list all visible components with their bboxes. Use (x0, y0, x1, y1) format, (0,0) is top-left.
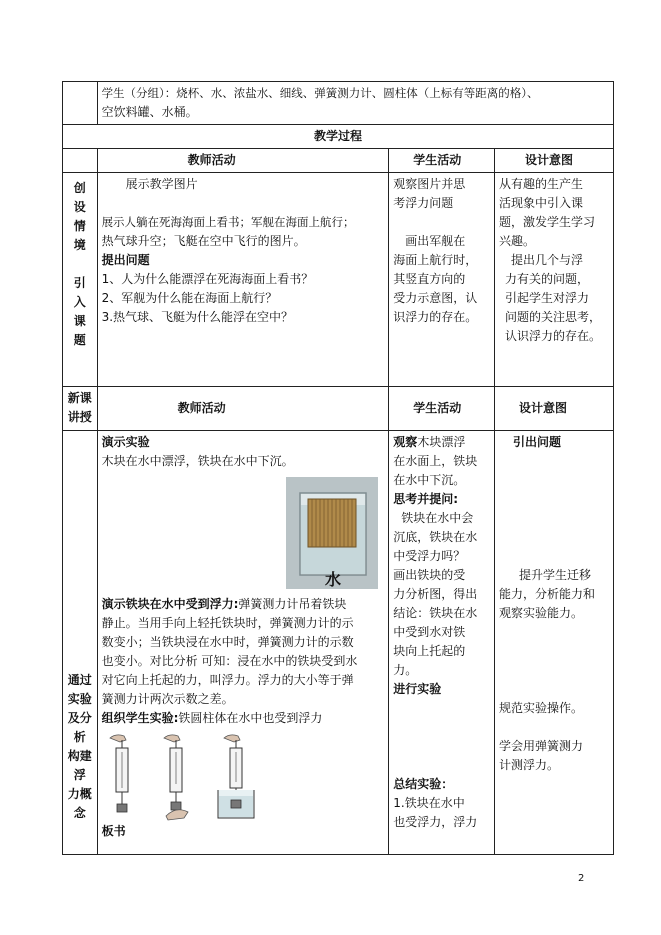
materials-line-2: 空饮料罐、水桶。 (101, 105, 198, 119)
iron-line-6: 簧测力计两次示数之差。 (101, 692, 234, 706)
iron-line-5: 对它向上托起的力，叫浮力。浮力的大小等于弹 (101, 673, 354, 687)
intro-intent-cell (495, 173, 614, 387)
experiment-teacher-cell (97, 431, 389, 855)
photo-water-label: 水 (324, 570, 341, 589)
think-title: 思考并提问: (393, 492, 459, 506)
group-text: 铁圆柱体在水中也受到浮力 (178, 711, 323, 725)
newlesson-intent-header: 设计意图 (495, 387, 614, 431)
intro-intent-line: 活现象中引入课 (499, 196, 584, 210)
iron-block-2 (171, 802, 181, 810)
intro-desc-2: 热气球升空；飞艇在空中飞行的图片。 (101, 234, 306, 248)
intro-question-title: 提出问题 (101, 253, 150, 267)
summary-line-1: 1.铁块在水中 (393, 796, 465, 810)
newlesson-student-header: 学生活动 (389, 387, 495, 431)
spring-scale-1 (110, 735, 128, 812)
summary-line-2: 也受浮力，浮力 (393, 815, 478, 829)
draw-line-1: 画出铁块的受 (393, 568, 466, 582)
intro-side-label (63, 173, 98, 387)
group-title: 组织学生实验: (101, 711, 179, 725)
draw-line-3: 结论：铁块在水 (393, 606, 478, 620)
section-title-row (63, 125, 614, 149)
experiment-side-line: 及分 (67, 711, 92, 725)
intro-student-line: 画出军舰在 (405, 234, 466, 248)
intro-intent-line: 题，激发学生学习 (499, 215, 596, 229)
experiment-student-cell (389, 431, 495, 855)
intro-student-line: 考浮力问题 (393, 196, 454, 210)
header-row (63, 149, 614, 173)
observe-label: 观察 (393, 435, 418, 449)
intro-gap (102, 194, 385, 213)
newlesson-side-line: 新课 (67, 391, 92, 405)
materials-cell (97, 82, 613, 125)
observe-text: 木块漂浮 (417, 435, 466, 449)
intro-intent-line: 从有趣的生产生 (499, 177, 584, 191)
newlesson-side-line: 讲授 (67, 410, 92, 424)
materials-side-cell (63, 82, 98, 125)
iron-line-3: 数变小；当铁块浸在水中时，弹簧测力计的示数 (101, 635, 354, 649)
supporting-hand-icon (166, 810, 188, 820)
demo-text: 木块在水中漂浮，铁块在水中下沉。 (101, 454, 294, 468)
intent-ability-2: 能力，分析能力和 (499, 587, 596, 601)
materials-line-1: 学生（分组）：烧杯、水、浓盐水、细线、弹簧测力计、圆柱体（上标有等距离的格）、 (101, 86, 539, 100)
intro-student-line: 其竖直方向的 (393, 272, 466, 286)
intro-intent-line: 引起学生对浮力 (505, 291, 590, 305)
iron-line-1: 弹簧测力计吊着铁块 (238, 597, 347, 611)
newlesson-header-row (63, 387, 614, 431)
intro-intent-line: 问题的关注思考， (505, 310, 602, 324)
experiment-intent-cell (495, 431, 614, 855)
hand-2-icon (164, 735, 180, 742)
intro-student-cell (389, 173, 495, 387)
experiment-side-line: 念 (73, 806, 86, 820)
intro-student-gap (393, 213, 490, 232)
intent-ability-3: 观察实验能力。 (499, 606, 584, 620)
header-side-cell (63, 149, 98, 173)
experiment-side-line: 实验 (67, 692, 92, 706)
intro-side-char: 课 (73, 314, 86, 328)
intro-side-char: 境 (73, 238, 86, 252)
intent-norm: 规范实验操作。 (499, 701, 584, 715)
draw-line-5: 块向上托起的 (393, 644, 466, 658)
intro-question-3: 3.热气球、飞艇为什么能浮在空中？ (101, 310, 294, 324)
intro-side-gap (67, 255, 93, 274)
summary-title: 总结实验： (393, 777, 454, 791)
experiment-side-line: 析 (73, 730, 86, 744)
iron-title: 演示铁块在水中受到浮力: (101, 597, 239, 611)
intro-teacher-cell (97, 173, 389, 387)
experiment-side-line: 构建 (67, 749, 92, 763)
spring-scale-2 (164, 735, 188, 820)
intent-title: 引出问题 (513, 435, 562, 449)
intro-side-char: 入 (73, 295, 86, 309)
demo-title: 演示实验 (101, 435, 150, 449)
header-intent: 设计意图 (495, 149, 614, 173)
intro-side-char: 引 (73, 276, 86, 290)
intro-side-char: 情 (73, 219, 86, 233)
intent-learn-2: 计测浮力。 (499, 758, 560, 772)
think-line-1: 铁块在水中会 (401, 511, 474, 525)
experiment-row (63, 431, 614, 855)
header-student: 学生活动 (389, 149, 495, 173)
experiment-side-line: 通过 (67, 673, 92, 687)
intro-show-pic: 展示教学图片 (125, 177, 198, 191)
hand-3-icon (224, 735, 240, 742)
experiment-side-label (63, 431, 98, 855)
intro-row (63, 173, 614, 387)
do-experiment: 进行实验 (393, 682, 442, 696)
intro-intent-line: 提出几个与浮 (511, 253, 584, 267)
intro-intent-line: 兴趣。 (499, 234, 536, 248)
wood-block-beaker-photo (286, 477, 378, 589)
lesson-plan-table (62, 81, 614, 855)
intro-student-line: 识浮力的存在。 (393, 310, 478, 324)
page-number: 2 (578, 873, 585, 884)
intro-intent-line: 认识浮力的存在。 (505, 329, 602, 343)
iron-line-4: 也变小。对比分析 可知：浸在水中的铁块受到水 (101, 654, 358, 668)
spring-scale-figure (102, 732, 272, 822)
intent-ability-1: 提升学生迁移 (519, 568, 592, 582)
observe-line-2: 在水面上，铁块 (393, 454, 478, 468)
intro-student-line: 受力示意图，认 (393, 291, 478, 305)
section-title: 教学过程 (63, 125, 614, 149)
newlesson-side-label (63, 387, 98, 431)
iron-line-2: 静止。当用手向上轻托铁块时，弹簧测力计的示 (101, 616, 354, 630)
intro-student-line: 观察图片并思 (393, 177, 466, 191)
intro-question-2: 2、军舰为什么能在海面上航行？ (101, 291, 278, 305)
board-label: 板书 (101, 824, 126, 838)
intro-desc-1: 展示人躺在死海海面上看书；军舰在海面上航行； (101, 215, 355, 229)
materials-row (63, 82, 614, 125)
think-line-2: 沉底，铁块在水 (393, 530, 478, 544)
experiment-side-line: 浮 (73, 768, 86, 782)
observe-line-3: 在水中下沉。 (393, 473, 466, 487)
draw-line-4: 中受到水对铁 (393, 625, 466, 639)
hand-1-icon (110, 735, 126, 742)
draw-line-2: 力分析图，得出 (393, 587, 478, 601)
intro-question-1: 1、人为什么能漂浮在死海海面上看书？ (101, 272, 314, 286)
intro-student-line: 海面上航行时， (393, 253, 478, 267)
header-teacher: 教师活动 (97, 149, 389, 173)
intro-side-char: 设 (73, 200, 86, 214)
iron-block-1 (117, 804, 127, 812)
intro-side-char: 创 (73, 181, 86, 195)
intro-side-char: 题 (73, 333, 86, 347)
experiment-side-line: 力概 (67, 787, 92, 801)
newlesson-teacher-header: 教师活动 (97, 387, 389, 431)
spring-scale-3 (218, 735, 254, 818)
think-line-3: 中受浮力吗？ (393, 549, 466, 563)
draw-line-6: 力。 (393, 663, 418, 677)
intro-intent-line: 力有关的问题， (505, 272, 590, 286)
intent-learn-1: 学会用弹簧测力 (499, 739, 584, 753)
iron-block-3 (231, 800, 241, 808)
